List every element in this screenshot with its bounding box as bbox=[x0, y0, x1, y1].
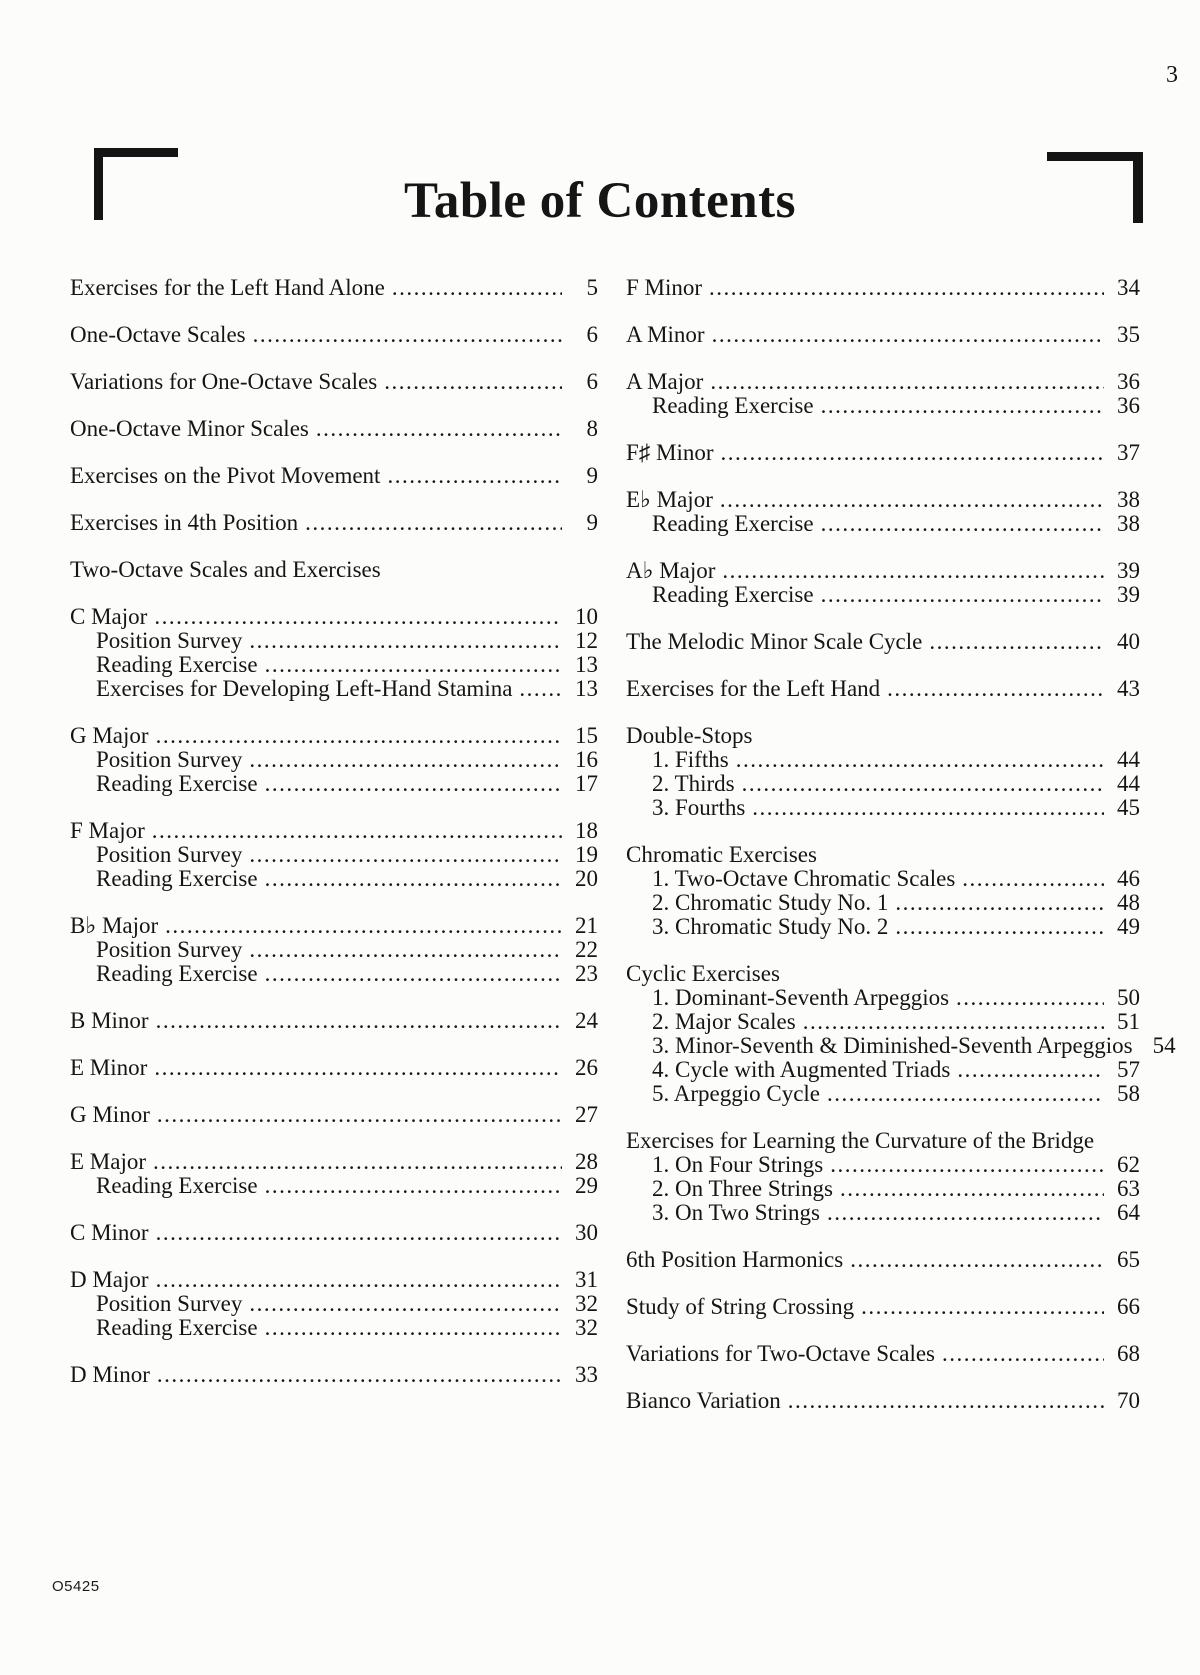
dot-leader bbox=[253, 323, 562, 347]
toc-entry-page-number: 30 bbox=[575, 1220, 598, 1245]
toc-entry bbox=[626, 512, 1140, 536]
toc-entry-label: 5. Arpeggio Cycle bbox=[652, 1081, 820, 1106]
toc-entry-page-number: 44 bbox=[1117, 771, 1140, 796]
toc-entry bbox=[70, 914, 598, 938]
toc-entry-label: Variations for One-Octave Scales bbox=[70, 369, 378, 394]
toc-entry-label: Reading Exercise bbox=[652, 393, 814, 418]
toc-entry bbox=[626, 1010, 1140, 1034]
dot-leader bbox=[803, 1010, 1104, 1034]
toc-entry-page-number: 65 bbox=[1117, 1247, 1140, 1272]
toc-entry-label: 3. On Two Strings bbox=[652, 1200, 820, 1225]
dot-leader bbox=[712, 323, 1104, 347]
toc-section-header bbox=[626, 1129, 1140, 1153]
dot-leader bbox=[929, 630, 1104, 654]
toc-entry bbox=[70, 748, 598, 772]
toc-entry-page-number: 62 bbox=[1117, 1152, 1140, 1177]
toc-entry-page-number: 35 bbox=[1117, 322, 1140, 347]
toc-entry bbox=[70, 1292, 598, 1316]
toc-entry-page-number: 13 bbox=[575, 652, 598, 677]
toc-entry-label: Variations for Two-Octave Scales bbox=[626, 1341, 936, 1366]
toc-entry-label: Exercises for Learning the Curvature of the Bridge bbox=[626, 1128, 1095, 1153]
toc-entry-label: F Major bbox=[70, 818, 145, 843]
toc-entry bbox=[626, 748, 1140, 772]
toc-entry-page-number: 5 bbox=[586, 275, 598, 300]
dot-leader bbox=[821, 512, 1104, 536]
toc-entry-label: 1. Fifths bbox=[652, 747, 729, 772]
toc-entry bbox=[70, 629, 598, 653]
toc-entry-page-number: 48 bbox=[1117, 890, 1140, 915]
toc-group bbox=[626, 1129, 1140, 1225]
dot-leader bbox=[830, 1153, 1104, 1177]
toc-group bbox=[626, 441, 1140, 465]
toc-section-header bbox=[626, 724, 1140, 748]
toc-entry-label: Reading Exercise bbox=[96, 961, 258, 986]
toc-entry-page-number: 36 bbox=[1117, 393, 1140, 418]
toc-group bbox=[626, 370, 1140, 418]
toc-group bbox=[70, 1103, 598, 1127]
toc-entry bbox=[626, 677, 1140, 701]
toc-entry bbox=[626, 1201, 1140, 1225]
toc-entry-page-number: 10 bbox=[575, 604, 598, 629]
toc-entry-label: 2. Chromatic Study No. 1 bbox=[652, 890, 889, 915]
toc-entry bbox=[626, 915, 1140, 939]
toc-entry bbox=[70, 677, 598, 701]
dot-leader bbox=[154, 605, 562, 629]
toc-entry-page-number: 9 bbox=[586, 510, 598, 535]
toc-group bbox=[70, 558, 598, 582]
toc-section-header bbox=[626, 962, 1140, 986]
toc-entry bbox=[626, 559, 1140, 583]
dot-leader bbox=[840, 1177, 1104, 1201]
toc-entry-page-number: 13 bbox=[575, 676, 598, 701]
toc-entry-page-number: 46 bbox=[1117, 866, 1140, 891]
toc-group bbox=[626, 630, 1140, 654]
toc-entry-label: Exercises for Developing Left-Hand Stamina bbox=[96, 676, 513, 701]
toc-group bbox=[70, 511, 598, 535]
dot-leader bbox=[165, 914, 562, 938]
toc-entry-label: Exercises for the Left Hand bbox=[626, 676, 881, 701]
toc-entry-label: E Major bbox=[70, 1149, 147, 1174]
dot-leader bbox=[942, 1342, 1104, 1366]
toc-entry bbox=[626, 488, 1140, 512]
dot-leader bbox=[957, 1058, 1104, 1082]
toc-entry-label: C Major bbox=[70, 604, 148, 629]
toc-entry-page-number: 39 bbox=[1117, 582, 1140, 607]
toc-entry-page-number: 16 bbox=[575, 747, 598, 772]
toc-entry bbox=[70, 417, 598, 441]
dot-leader bbox=[392, 276, 562, 300]
toc-group bbox=[70, 370, 598, 394]
toc-entry-page-number: 45 bbox=[1117, 795, 1140, 820]
toc-entry bbox=[70, 819, 598, 843]
toc-entry-page-number: 22 bbox=[575, 937, 598, 962]
toc-entry bbox=[626, 394, 1140, 418]
toc-entry bbox=[70, 724, 598, 748]
toc-entry-label: A Major bbox=[626, 369, 704, 394]
toc-group bbox=[626, 323, 1140, 347]
dot-leader bbox=[305, 511, 562, 535]
toc-entry-page-number: 8 bbox=[586, 416, 598, 441]
dot-leader bbox=[316, 417, 562, 441]
toc-group bbox=[70, 1056, 598, 1080]
toc-entry-label: 2. Major Scales bbox=[652, 1009, 796, 1034]
toc-entry-label: Position Survey bbox=[96, 628, 243, 653]
dot-leader bbox=[156, 724, 562, 748]
dot-leader bbox=[249, 748, 562, 772]
toc-right-column bbox=[626, 275, 1176, 1436]
toc-entry bbox=[70, 938, 598, 962]
toc-entry bbox=[626, 796, 1140, 820]
toc-entry-label: A♭ Major bbox=[626, 558, 716, 583]
catalog-number: O5425 bbox=[52, 1578, 100, 1595]
toc-entry bbox=[70, 1268, 598, 1292]
toc-left-column bbox=[70, 276, 598, 1410]
dot-leader bbox=[153, 1150, 562, 1174]
toc-entry bbox=[70, 867, 598, 891]
toc-entry-label: Two-Octave Scales and Exercises bbox=[70, 557, 381, 582]
toc-entry bbox=[626, 1389, 1140, 1413]
toc-entry bbox=[626, 772, 1140, 796]
toc-entry-label: D Minor bbox=[70, 1362, 150, 1387]
toc-entry-page-number: 15 bbox=[575, 723, 598, 748]
toc-entry-page-number: 70 bbox=[1117, 1388, 1140, 1413]
toc-entry bbox=[70, 843, 598, 867]
toc-entry-page-number: 44 bbox=[1117, 747, 1140, 772]
dot-leader bbox=[265, 962, 562, 986]
toc-entry-page-number: 6 bbox=[586, 322, 598, 347]
toc-group bbox=[70, 417, 598, 441]
toc-entry-page-number: 19 bbox=[575, 842, 598, 867]
toc-entry-label: 2. On Three Strings bbox=[652, 1176, 834, 1201]
toc-entry bbox=[626, 1153, 1140, 1177]
toc-entry-label: Chromatic Exercises bbox=[626, 842, 817, 867]
toc-entry bbox=[626, 1058, 1140, 1082]
toc-group bbox=[626, 724, 1140, 820]
toc-entry-label: 4. Cycle with Augmented Triads bbox=[652, 1057, 951, 1082]
toc-entry-label: 1. Two-Octave Chromatic Scales bbox=[652, 866, 956, 891]
toc-entry-label: Exercises on the Pivot Movement bbox=[70, 463, 381, 488]
dot-leader bbox=[152, 819, 562, 843]
toc-entry bbox=[70, 1363, 598, 1387]
toc-entry bbox=[70, 1221, 598, 1245]
toc-entry-label: Double-Stops bbox=[626, 723, 753, 748]
toc-entry-label: F Minor bbox=[626, 275, 703, 300]
toc-entry-page-number: 9 bbox=[586, 463, 598, 488]
toc-entry-page-number: 28 bbox=[575, 1149, 598, 1174]
toc-entry bbox=[626, 583, 1140, 607]
toc-group bbox=[70, 276, 598, 300]
dot-leader bbox=[157, 1103, 562, 1127]
dot-leader bbox=[154, 1056, 562, 1080]
toc-entry-label: G Major bbox=[70, 723, 149, 748]
toc-group bbox=[70, 605, 598, 701]
dot-leader bbox=[265, 653, 562, 677]
toc-entry-label: Reading Exercise bbox=[96, 1173, 258, 1198]
toc-entry-page-number: 33 bbox=[575, 1362, 598, 1387]
toc-group bbox=[70, 1150, 598, 1198]
toc-entry bbox=[626, 370, 1140, 394]
dot-leader bbox=[384, 370, 562, 394]
toc-entry-label: Reading Exercise bbox=[96, 1315, 258, 1340]
toc-entry bbox=[70, 772, 598, 796]
toc-entry-page-number: 20 bbox=[575, 866, 598, 891]
toc-entry-label: Position Survey bbox=[96, 937, 243, 962]
dot-leader bbox=[821, 394, 1104, 418]
dot-leader bbox=[265, 867, 562, 891]
dot-leader bbox=[249, 843, 562, 867]
toc-group bbox=[70, 724, 598, 796]
toc-group bbox=[70, 1268, 598, 1340]
dot-leader bbox=[709, 276, 1104, 300]
dot-leader bbox=[962, 867, 1104, 891]
dot-leader bbox=[827, 1201, 1104, 1225]
toc-entry-label: 2. Thirds bbox=[652, 771, 735, 796]
toc-entry-page-number: 36 bbox=[1117, 369, 1140, 394]
toc-entry-label: Study of String Crossing bbox=[626, 1294, 855, 1319]
toc-section-header bbox=[70, 558, 598, 582]
toc-entry bbox=[626, 630, 1140, 654]
toc-entry-label: Reading Exercise bbox=[96, 866, 258, 891]
toc-entry-label: One-Octave Scales bbox=[70, 322, 246, 347]
toc-entry bbox=[626, 1177, 1140, 1201]
toc-entry bbox=[626, 1248, 1140, 1272]
dot-leader bbox=[861, 1295, 1104, 1319]
toc-entry bbox=[70, 511, 598, 535]
toc-section-header bbox=[626, 843, 1140, 867]
toc-entry-page-number: 24 bbox=[575, 1008, 598, 1033]
toc-entry-label: 3. Fourths bbox=[652, 795, 746, 820]
dot-leader bbox=[249, 938, 562, 962]
dot-leader bbox=[850, 1248, 1104, 1272]
toc-entry bbox=[70, 1174, 598, 1198]
toc-entry bbox=[70, 1103, 598, 1127]
toc-group bbox=[70, 819, 598, 891]
toc-entry-page-number: 68 bbox=[1117, 1341, 1140, 1366]
toc-entry-page-number: 58 bbox=[1117, 1081, 1140, 1106]
toc-entry bbox=[626, 891, 1140, 915]
toc-entry-page-number: 63 bbox=[1117, 1176, 1140, 1201]
dot-leader bbox=[827, 1082, 1104, 1106]
dot-leader bbox=[249, 629, 562, 653]
toc-entry-label: D Major bbox=[70, 1267, 149, 1292]
toc-entry bbox=[70, 276, 598, 300]
toc-entry-label: G Minor bbox=[70, 1102, 150, 1127]
toc-entry-label: Cyclic Exercises bbox=[626, 961, 780, 986]
toc-entry bbox=[626, 276, 1140, 300]
page-title: Table of Contents bbox=[404, 173, 796, 229]
dot-leader bbox=[519, 677, 562, 701]
toc-entry-label: B Minor bbox=[70, 1008, 149, 1033]
toc-entry-label: A Minor bbox=[626, 322, 705, 347]
toc-entry bbox=[70, 323, 598, 347]
dot-leader bbox=[157, 1363, 562, 1387]
toc-entry-label: E♭ Major bbox=[626, 487, 713, 512]
dot-leader bbox=[887, 677, 1104, 701]
toc-entry-page-number: 23 bbox=[575, 961, 598, 986]
toc-entry bbox=[626, 867, 1140, 891]
dot-leader bbox=[722, 559, 1104, 583]
toc-entry-page-number: 18 bbox=[575, 818, 598, 843]
dot-leader bbox=[821, 583, 1104, 607]
toc-entry-label: C Minor bbox=[70, 1220, 149, 1245]
toc-entry-page-number: 54 bbox=[1152, 1033, 1176, 1058]
toc-entry bbox=[626, 1033, 1176, 1058]
dot-leader bbox=[956, 986, 1104, 1010]
dot-leader bbox=[156, 1221, 562, 1245]
toc-entry bbox=[70, 653, 598, 677]
toc-group bbox=[70, 464, 598, 488]
toc-entry-page-number: 32 bbox=[575, 1291, 598, 1316]
toc-entry bbox=[70, 605, 598, 629]
dot-leader bbox=[156, 1009, 562, 1033]
dot-leader bbox=[156, 1268, 562, 1292]
toc-entry-page-number: 39 bbox=[1117, 558, 1140, 583]
toc-entry-page-number: 29 bbox=[575, 1173, 598, 1198]
dot-leader bbox=[249, 1292, 562, 1316]
toc-entry bbox=[70, 464, 598, 488]
dot-leader bbox=[788, 1389, 1104, 1413]
toc-group bbox=[626, 1248, 1140, 1272]
toc-entry-label: 3. Minor-Seventh & Diminished-Seventh Arpeggios bbox=[652, 1033, 1133, 1058]
toc-entry bbox=[626, 1082, 1140, 1106]
toc-entry-label: Position Survey bbox=[96, 842, 243, 867]
dot-leader bbox=[720, 488, 1104, 512]
dot-leader bbox=[721, 441, 1104, 465]
dot-leader bbox=[387, 464, 562, 488]
toc-entry-label: Bianco Variation bbox=[626, 1388, 781, 1413]
toc-entry-label: Reading Exercise bbox=[652, 582, 814, 607]
toc-entry-page-number: 27 bbox=[575, 1102, 598, 1127]
toc-entry bbox=[70, 1150, 598, 1174]
toc-entry-label: Position Survey bbox=[96, 747, 243, 772]
toc-entry-page-number: 51 bbox=[1117, 1009, 1140, 1034]
toc-group bbox=[70, 1009, 598, 1033]
toc-entry-page-number: 38 bbox=[1117, 511, 1140, 536]
toc-entry bbox=[626, 441, 1140, 465]
toc-entry-page-number: 66 bbox=[1117, 1294, 1140, 1319]
toc-entry-label: Reading Exercise bbox=[652, 511, 814, 536]
toc-entry-page-number: 12 bbox=[575, 628, 598, 653]
dot-leader bbox=[895, 915, 1104, 939]
toc-group bbox=[626, 961, 1176, 1106]
toc-group bbox=[626, 1295, 1140, 1319]
dot-leader bbox=[752, 796, 1104, 820]
toc-entry-label: Exercises for the Left Hand Alone bbox=[70, 275, 385, 300]
dot-leader bbox=[265, 1174, 562, 1198]
dot-leader bbox=[742, 772, 1104, 796]
dot-leader bbox=[265, 1316, 562, 1340]
toc-group bbox=[70, 1363, 598, 1387]
toc-entry bbox=[626, 1342, 1140, 1366]
toc-group bbox=[626, 559, 1140, 607]
toc-entry bbox=[70, 1316, 598, 1340]
toc-entry-page-number: 21 bbox=[575, 913, 598, 938]
page-number: 3 bbox=[1166, 62, 1178, 88]
toc-entry-label: F♯ Minor bbox=[626, 440, 714, 465]
toc-entry-label: Position Survey bbox=[96, 1291, 243, 1316]
toc-entry-page-number: 6 bbox=[586, 369, 598, 394]
toc-entry-label: 1. On Four Strings bbox=[652, 1152, 824, 1177]
toc-group bbox=[626, 1342, 1140, 1366]
toc-entry-label: 1. Dominant-Seventh Arpeggios bbox=[652, 985, 950, 1010]
toc-entry bbox=[626, 1295, 1140, 1319]
toc-entry-page-number: 17 bbox=[575, 771, 598, 796]
toc-entry-page-number: 34 bbox=[1117, 275, 1140, 300]
toc-entry-label: Reading Exercise bbox=[96, 771, 258, 796]
toc-entry-label: B♭ Major bbox=[70, 913, 159, 938]
toc-entry-page-number: 26 bbox=[575, 1055, 598, 1080]
dot-leader bbox=[265, 772, 562, 796]
toc-entry bbox=[70, 370, 598, 394]
toc-group bbox=[626, 677, 1140, 701]
toc-group bbox=[626, 1389, 1140, 1413]
toc-entry-page-number: 31 bbox=[575, 1267, 598, 1292]
toc-entry bbox=[626, 323, 1140, 347]
dot-leader bbox=[736, 748, 1104, 772]
toc-entry bbox=[70, 1056, 598, 1080]
dot-leader bbox=[895, 891, 1104, 915]
toc-entry-page-number: 50 bbox=[1117, 985, 1140, 1010]
toc-entry-page-number: 49 bbox=[1117, 914, 1140, 939]
toc-entry-page-number: 32 bbox=[575, 1315, 598, 1340]
toc-entry-page-number: 40 bbox=[1117, 629, 1140, 654]
toc-entry bbox=[70, 962, 598, 986]
toc-entry-page-number: 43 bbox=[1117, 676, 1140, 701]
toc-entry-page-number: 37 bbox=[1117, 440, 1140, 465]
toc-group bbox=[70, 914, 598, 986]
toc-entry-label: One-Octave Minor Scales bbox=[70, 416, 309, 441]
toc-entry-label: The Melodic Minor Scale Cycle bbox=[626, 629, 923, 654]
toc-entry-label: Exercises in 4th Position bbox=[70, 510, 299, 535]
toc-group bbox=[626, 488, 1140, 536]
toc-entry-page-number: 38 bbox=[1117, 487, 1140, 512]
dot-leader bbox=[710, 370, 1104, 394]
toc-group bbox=[626, 276, 1140, 300]
toc-entry-page-number: 57 bbox=[1117, 1057, 1140, 1082]
toc-entry-label: 6th Position Harmonics bbox=[626, 1247, 844, 1272]
toc-entry-label: Reading Exercise bbox=[96, 652, 258, 677]
toc-entry-label: E Minor bbox=[70, 1055, 148, 1080]
toc-entry-label: 3. Chromatic Study No. 2 bbox=[652, 914, 889, 939]
toc-entry bbox=[626, 986, 1140, 1010]
toc-group bbox=[626, 843, 1140, 939]
toc-group bbox=[70, 1221, 598, 1245]
toc-group bbox=[70, 323, 598, 347]
toc-entry bbox=[70, 1009, 598, 1033]
toc-entry-page-number: 64 bbox=[1117, 1200, 1140, 1225]
